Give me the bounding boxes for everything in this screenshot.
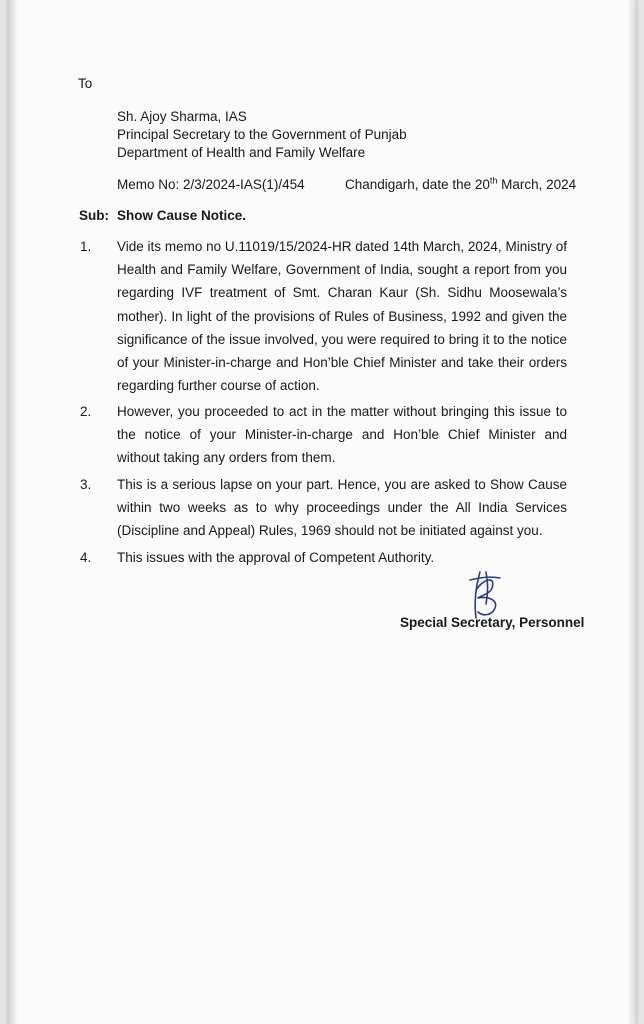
signatory: Special Secretary, Personnel — [400, 615, 585, 630]
paragraph-text: This issues with the approval of Competent Authority. — [117, 550, 435, 565]
subject-label: Sub: — [79, 208, 109, 223]
paragraph-number: 4. — [80, 550, 92, 565]
memo-date — [345, 176, 576, 194]
addressee-department: Department of Health and Family Welfare — [117, 145, 366, 160]
subject-text: Show Cause Notice. — [117, 208, 247, 223]
date-ordinal: th — [489, 175, 498, 186]
addressee-designation: Principal Secretary to the Government of Punjab — [117, 127, 407, 142]
paragraph-number: 3. — [80, 477, 92, 492]
paragraph-text: This is a serious lapse on your part. Hence, you are asked to Show Cause within two weeks as to why proceedings under the All India Services (Discipline and Appeal) Rules, 1969 should not be initiated against you. — [117, 477, 567, 539]
to-label: To — [78, 76, 93, 91]
page-shadow-right — [628, 0, 636, 1024]
memo-number: Memo No: 2/3/2024-IAS(1)/454 — [117, 177, 305, 192]
document-page — [8, 0, 636, 1024]
date-suffix: March, 2024 — [497, 177, 577, 192]
addressee-name: Sh. Ajoy Sharma, IAS — [117, 109, 247, 124]
paragraph-number: 2. — [80, 404, 92, 419]
page-shadow-left — [8, 0, 18, 1024]
paragraph-number: 1. — [80, 239, 92, 254]
paragraph-text: However, you proceeded to act in the matter without bringing this issue to the notice of your Minister-in-charge and Hon’ble Chief Minister and without taking any orders from them. — [117, 404, 567, 466]
date-prefix: Chandigarh, date the 20 — [345, 177, 490, 192]
paragraph-text: Vide its memo no U.11019/15/2024-HR dated 14th March, 2024, Ministry of Health and Family Welfare, Government of India, sought a report from you regarding IVF treatment of Smt. Charan Kaur (Sh. Sidhu Moosewala’s mother). In light of the provisions of Rules of Business, 1992 and given the significance of the issue involved, you were required to bring it to the notice of your Minister-in-charge and Hon’ble Chief Minister and take their orders regarding further course of action. — [117, 239, 567, 394]
